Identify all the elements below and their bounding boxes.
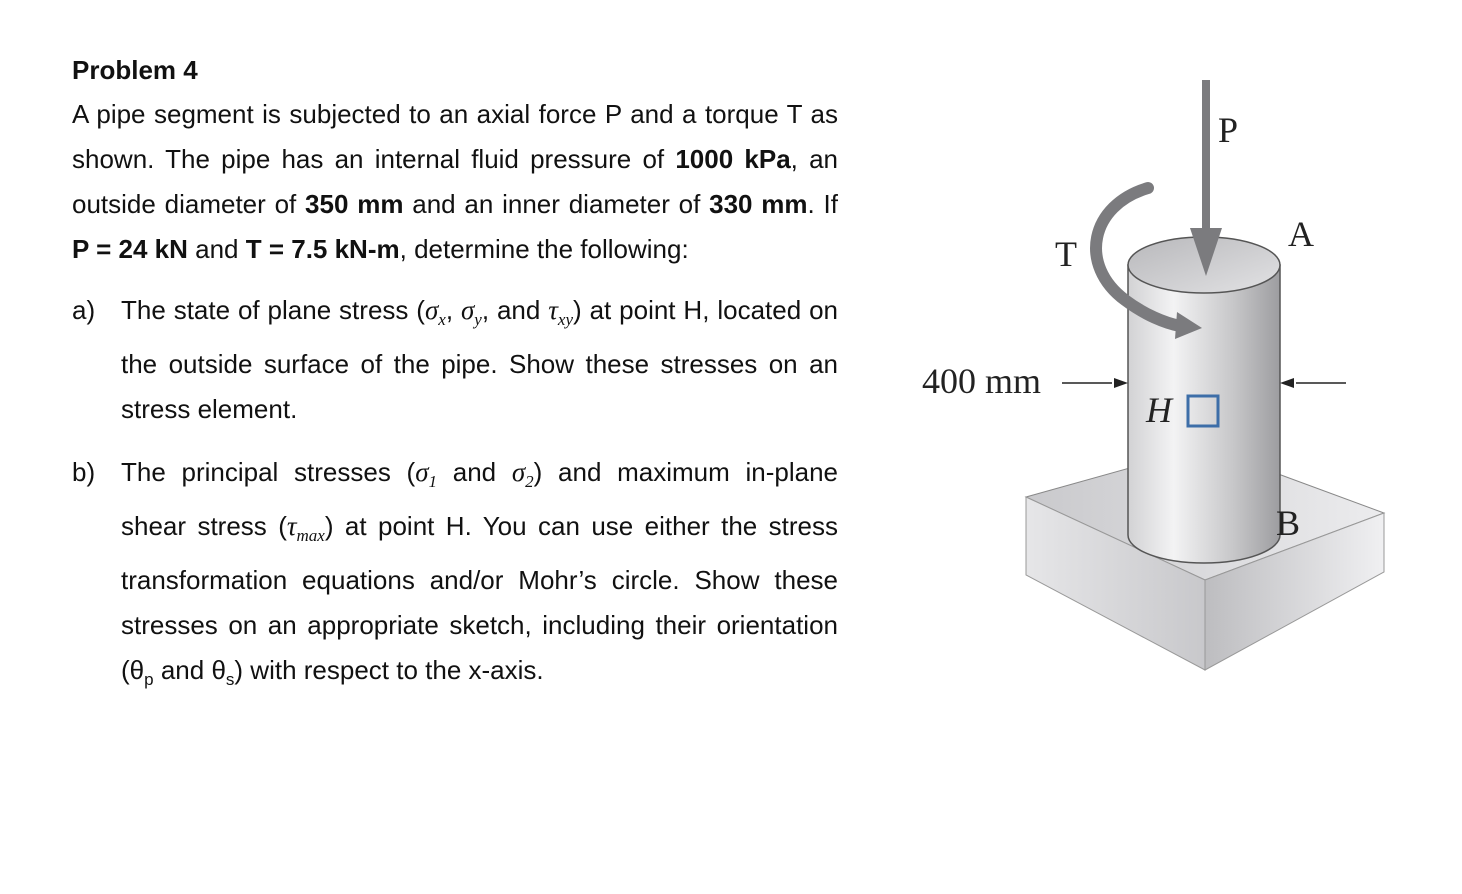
part-a [72,288,838,432]
part-b-text-2: and [437,457,512,487]
tau-max-symbol: τ [286,511,297,541]
part-a-text [121,288,838,432]
theta-s-symbol: θ [211,655,226,685]
theta-p-symbol: θ [129,655,145,685]
intro-text-2: , an outside diameter of [72,144,839,219]
part-a-text-1: The state of plane stress ( [121,295,425,325]
label-a: A [1288,214,1314,254]
theta-p-subscript: p [144,670,154,689]
sigma-1-subscript: 1 [428,472,438,491]
part-a-comma: , [445,295,461,325]
torque-value: T = 7.5 kN-m [245,234,400,264]
tau-xy-subscript: xy [557,310,574,329]
problem-intro [72,92,838,272]
pipe-figure [900,80,1400,700]
tau-xy-symbol: τ [548,295,558,325]
part-b-text-4: ) at point H. You can use either the stress transformation equations and/or Mohr’s circle. Show these stresses on an appropriate sketch, including their orientation ( [121,511,838,685]
force-value: P = 24 kN [72,234,188,264]
label-h: H [1146,390,1172,430]
sigma-1-symbol: σ [415,457,429,487]
part-b-text-6: ) with respect to the x-axis. [234,655,544,685]
sigma-2-symbol: σ [511,457,526,487]
part-b-letter: b) [72,457,96,487]
label-b: B [1276,503,1301,543]
tau-max-subscript: max [296,526,325,545]
label-dimension: 400 mm [922,361,1042,401]
sigma-y-symbol: σ [460,295,475,325]
label-p: P [1218,110,1239,150]
sigma-2-subscript: 2 [525,472,534,491]
part-b-text-5: and [153,655,212,685]
part-b [72,450,838,702]
theta-s-subscript: s [225,670,235,689]
part-b-text [121,450,838,702]
intro-text-3: and an inner diameter of [403,189,710,219]
intro-text-5: and [187,234,246,264]
label-t: T [1055,234,1077,274]
sigma-x-symbol: σ [424,295,439,325]
problem-text [72,50,838,702]
intro-text-1: A pipe segment is subjected to an axial force P and a torque T as shown. The pipe has an internal fluid pressure of [72,99,838,174]
part-a-text-3: ) at point H, located on the outside surface of the pipe. Show these stresses on an stress element. [121,295,838,424]
problem-title: Problem 4 [72,55,198,85]
sigma-y-subscript: y [474,310,482,329]
intro-text-4: . If [807,189,838,219]
part-a-text-2: , and [481,295,549,325]
part-b-text-3: ) and maximum in-plane shear stress ( [121,457,839,541]
inner-diameter-value: 330 mm [709,189,808,219]
intro-text-6: , determine the following: [399,234,689,264]
outer-diameter-value: 350 mm [305,189,404,219]
part-a-letter: a) [72,295,96,325]
pressure-value: 1000 kPa [675,144,791,174]
part-b-text-1: The principal stresses ( [121,457,416,487]
sigma-x-subscript: x [438,310,446,329]
